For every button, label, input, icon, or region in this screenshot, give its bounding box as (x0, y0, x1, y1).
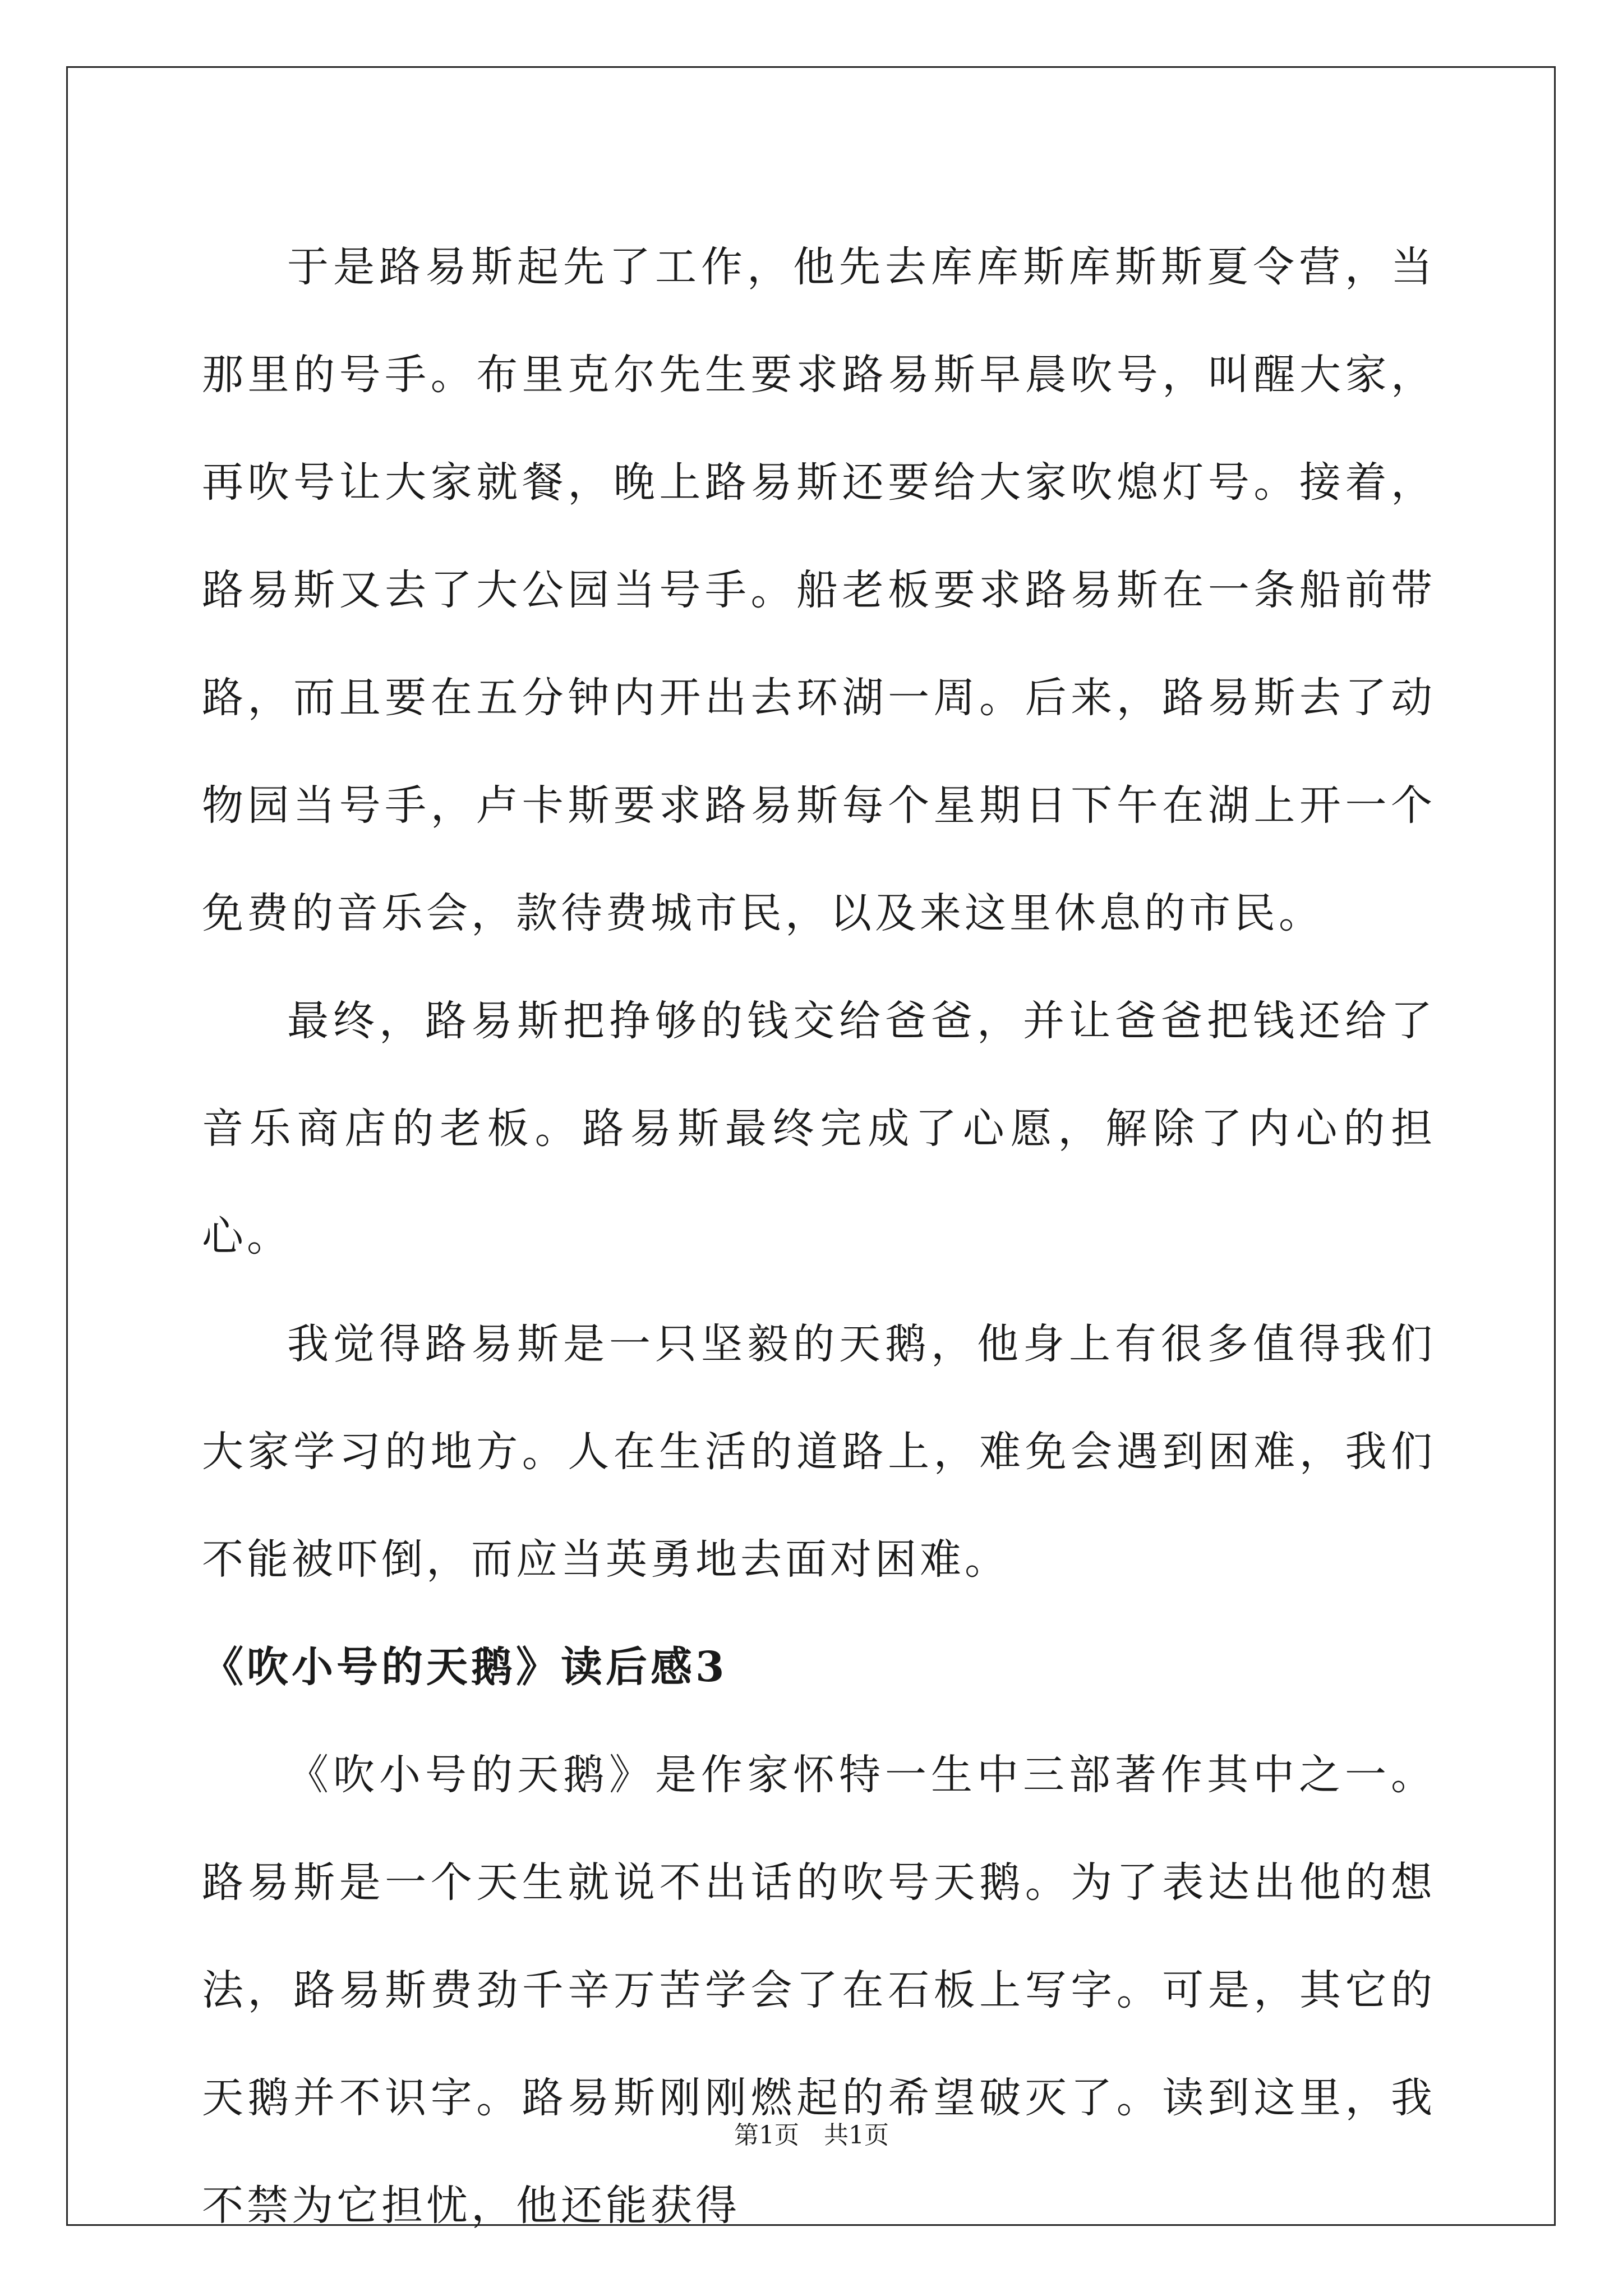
page-footer (0, 2115, 1623, 2151)
paragraph-1: 于是路易斯起先了工作，他先去库库斯库斯斯夏令营，当那里的号手。布里克尔先生要求路易斯早晨吹号，叫醒大家，再吹号让大家就餐，晚上路易斯还要给大家吹熄灯号。接着，路易斯又去了大公园当号手。船老板要求路易斯在一条船前带路，而且要在五分钟内开出去环湖一周。后来，路易斯去了动物园当号手，卢卡斯要求路易斯每个星期日下午在湖上开一个免费的音乐会，款待费城市民，以及来这里休息的市民。 (202, 243, 1436, 937)
page-number: 第1页 (734, 2121, 799, 2150)
page-total: 共1页 (824, 2121, 889, 2150)
paragraph-2: 最终，路易斯把挣够的钱交给爸爸，并让爸爸把钱还给了音乐商店的老板。路易斯最终完成了心愿，解除了内心的担心。 (202, 997, 1436, 1260)
paragraph-3: 我觉得路易斯是一只坚毅的天鹅，他身上有很多值得我们大家学习的地方。人在生活的道路上，难免会遇到困难，我们不能被吓倒，而应当英勇地去面对困难。 (202, 1320, 1436, 1584)
document-body (202, 213, 1436, 2260)
section-heading: 《吹小号的天鹅》读后感3 (202, 1643, 728, 1691)
section-paragraph: 《吹小号的天鹅》是作家怀特一生中三部著作其中之一。路易斯是一个天生就说不出话的吹号天鹅。为了表达出他的想法，路易斯费劲千辛万苦学会了在石板上写字。可是，其它的天鹅并不识字。路易斯刚刚燃起的希望破灭了。读到这里，我不禁为它担忧，他还能获得 (202, 1751, 1436, 2230)
